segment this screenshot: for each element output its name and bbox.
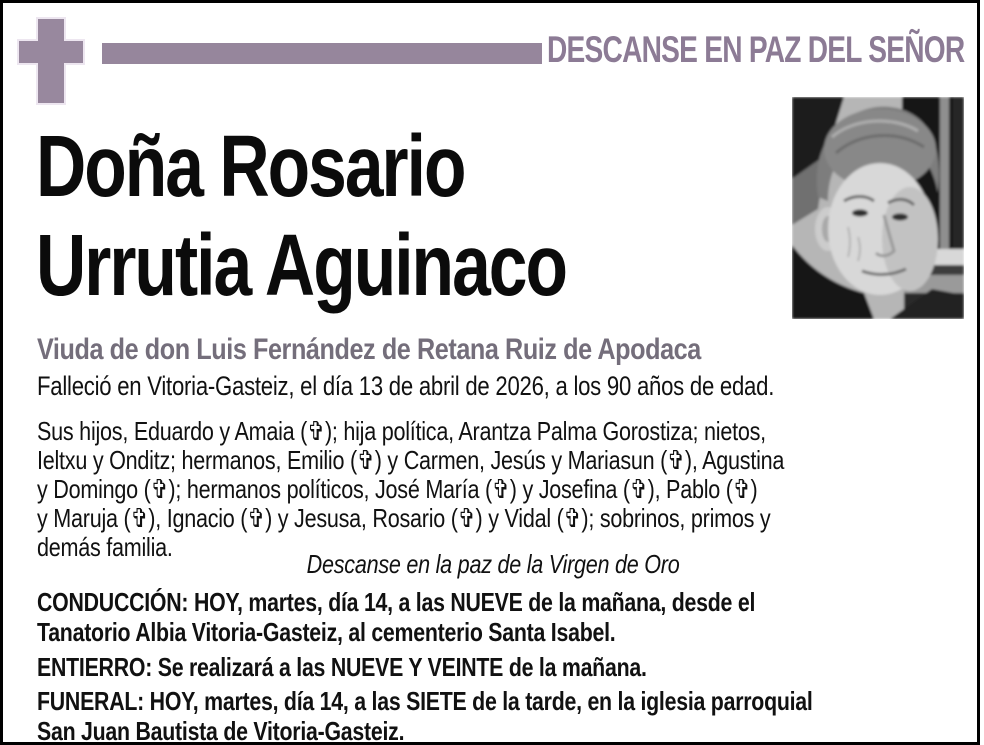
conduccion-paragraph xyxy=(37,587,755,647)
entierro-line: ENTIERRO: Se realizará a las NUEVE Y VEINTE de la mañana. xyxy=(37,652,647,682)
deceased-name-line1: Doña Rosario xyxy=(36,118,465,215)
deceased-name xyxy=(36,117,566,315)
memorial-cross-icon xyxy=(16,16,86,111)
header-rule xyxy=(102,43,542,64)
rip-heading: DESCANSE EN PAZ DEL SEÑOR xyxy=(547,29,965,70)
family-line: demás familia. xyxy=(37,532,173,562)
death-notice: Falleció en Vitoria-Gasteiz, el día 13 de abril de 2026, a los 90 años de edad. xyxy=(37,371,775,401)
entierro-paragraph xyxy=(37,652,647,682)
conduccion-line1: CONDUCCIÓN: HOY, martes, día 14, a las NUEVE de la mañana, desde el xyxy=(37,587,756,617)
deceased-name-line2: Urrutia Aguinaco xyxy=(36,217,566,314)
family-line: y Maruja (✞), Ignacio (✞) y Jesusa, Rosario (✞) y Vidal (✞); sobrinos, primos y xyxy=(37,503,771,533)
devotion-line: Descanse en la paz de la Virgen de Oro xyxy=(306,549,680,579)
portrait-photo xyxy=(792,97,964,319)
funeral-line1: FUNERAL: HOY, martes, día 14, a las SIETE de la tarde, en la iglesia parroquial xyxy=(37,686,813,716)
relation-line: Viuda de don Luis Fernández de Retana Ruiz de Apodaca xyxy=(37,333,701,366)
family-line: y Domingo (✞); hermanos políticos, José María (✞) y Josefina (✞), Pablo (✞) xyxy=(37,474,758,504)
conduccion-line2: Tanatorio Albia Vitoria-Gasteiz, al cementerio Santa Isabel. xyxy=(37,617,616,647)
family-line: Ieltxu y Onditz; hermanos, Emilio (✞) y Carmen, Jesús y Mariasun (✞), Agustina xyxy=(37,445,785,475)
family-line: Sus hijos, Eduardo y Amaia (✞); hija política, Arantza Palma Gorostiza; nietos, xyxy=(37,416,766,446)
funeral-line2: San Juan Bautista de Vitoria-Gasteiz. xyxy=(37,716,405,745)
family-paragraph xyxy=(37,417,784,562)
funeral-paragraph xyxy=(37,686,813,745)
